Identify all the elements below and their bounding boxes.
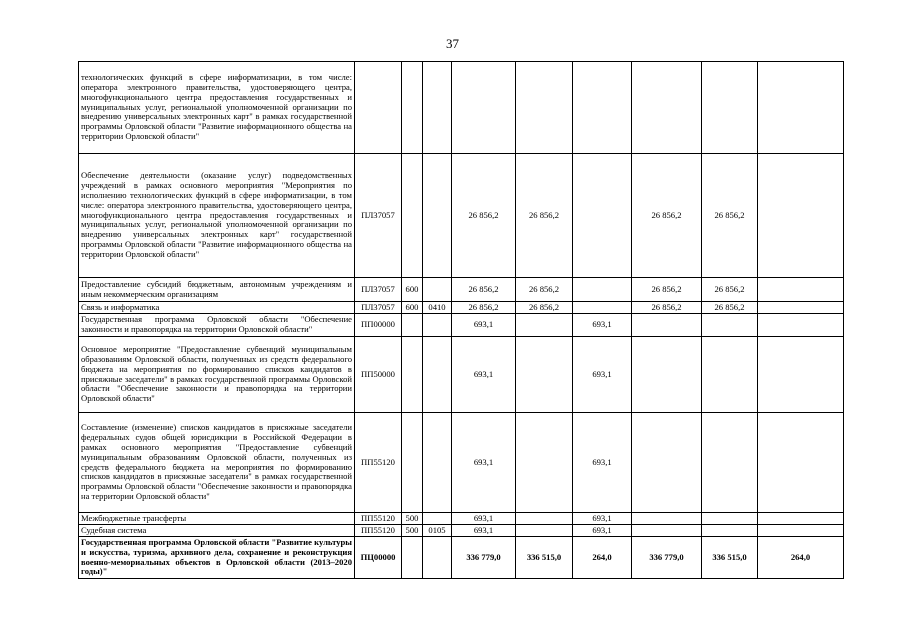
section-code — [423, 62, 452, 154]
value-cell: 26 856,2 — [452, 154, 516, 278]
program-code: ПП50000 — [355, 337, 402, 413]
value-cell — [758, 302, 844, 314]
expense-type: 500 — [402, 525, 423, 537]
program-code: ПЛ37057 — [355, 278, 402, 302]
value-cell: 693,1 — [452, 337, 516, 413]
value-cell — [632, 62, 702, 154]
value-cell — [516, 525, 573, 537]
value-cell: 336 779,0 — [632, 537, 702, 579]
value-cell — [702, 413, 758, 513]
value-cell — [516, 513, 573, 525]
section-code — [423, 537, 452, 579]
value-cell — [702, 62, 758, 154]
row-name: Основное мероприятие "Предоставление субвенций муниципальным образованиям Орловской области, полученных из средств федерального бюджета на мероприятия по формированию списков кандидатов в присяжные заседатели" в рамках государственной программы Орловской области "Обеспечение законности и правопорядка на территории Орловской области" — [79, 337, 355, 413]
value-cell: 336 515,0 — [516, 537, 573, 579]
value-cell: 693,1 — [573, 413, 632, 513]
row-name: Государственная программа Орловской области "Обеспечение законности и правопорядка на территории Орловской области" — [79, 314, 355, 337]
table-row — [79, 302, 844, 314]
value-cell: 26 856,2 — [702, 278, 758, 302]
value-cell — [632, 513, 702, 525]
value-cell — [516, 413, 573, 513]
value-cell: 26 856,2 — [452, 302, 516, 314]
value-cell — [516, 62, 573, 154]
value-cell — [758, 513, 844, 525]
page-number: 37 — [446, 36, 459, 51]
row-name: Обеспечение деятельности (оказание услуг) подведомственных учреждений в рамках основного мероприятия "Мероприятия по исполнению технологических функций в сфере информатизации, в том числе: оператора электронного правительства, удостоверяющего центра, многофункционального центра предоставления государственных и муниципальных услуг, региональной уполномоченной организации по внедрению универсальных электронных карт" государственной программы Орловской области "Развитие информационного общества на территории Орловской области" — [79, 154, 355, 278]
value-cell — [758, 525, 844, 537]
expense-type: 600 — [402, 278, 423, 302]
value-cell — [516, 314, 573, 337]
program-code: ПП55120 — [355, 413, 402, 513]
program-code: ПЛ37057 — [355, 302, 402, 314]
value-cell: 26 856,2 — [632, 278, 702, 302]
value-cell — [758, 413, 844, 513]
value-cell — [702, 337, 758, 413]
expense-type: 600 — [402, 302, 423, 314]
table-row — [79, 314, 844, 337]
value-cell: 264,0 — [758, 537, 844, 579]
value-cell — [573, 154, 632, 278]
value-cell — [516, 337, 573, 413]
value-cell — [573, 62, 632, 154]
expense-type — [402, 314, 423, 337]
value-cell: 264,0 — [573, 537, 632, 579]
section-code — [423, 154, 452, 278]
row-name: Судебная система — [79, 525, 355, 537]
value-cell — [632, 525, 702, 537]
value-cell: 693,1 — [573, 314, 632, 337]
value-cell — [702, 513, 758, 525]
row-name: Межбюджетные трансферты — [79, 513, 355, 525]
value-cell: 693,1 — [452, 513, 516, 525]
value-cell: 26 856,2 — [702, 154, 758, 278]
value-cell — [632, 337, 702, 413]
section-code — [423, 513, 452, 525]
table-row — [79, 62, 844, 154]
value-cell — [758, 314, 844, 337]
row-name: Предоставление субсидий бюджетным, автономным учреждениям и иным некоммерческим организациям — [79, 278, 355, 302]
program-code: ПП55120 — [355, 525, 402, 537]
expense-type — [402, 537, 423, 579]
value-cell: 336 515,0 — [702, 537, 758, 579]
section-code: 0105 — [423, 525, 452, 537]
row-name: Составление (изменение) списков кандидатов в присяжные заседатели федеральных судов общей юрисдикции в Российской Федерации в рамках основного мероприятия "Предоставление субвенций муниципальным образованиям Орловской области, полученных из средств федерального бюджета на мероприятия по формированию списков кандидатов в присяжные заседатели" в рамках государственной программы Орловской области "Обеспечение законности и правопорядка на территории Орловской области" — [79, 413, 355, 513]
table-row — [79, 513, 844, 525]
table-row — [79, 413, 844, 513]
value-cell: 693,1 — [573, 525, 632, 537]
value-cell — [452, 62, 516, 154]
value-cell: 26 856,2 — [452, 278, 516, 302]
value-cell — [758, 278, 844, 302]
table-row — [79, 537, 844, 579]
program-code: ПП00000 — [355, 314, 402, 337]
value-cell — [758, 154, 844, 278]
table-row — [79, 525, 844, 537]
value-cell — [758, 337, 844, 413]
section-code — [423, 413, 452, 513]
value-cell — [758, 62, 844, 154]
program-code: ПЦ00000 — [355, 537, 402, 579]
value-cell — [632, 413, 702, 513]
value-cell — [573, 302, 632, 314]
value-cell: 693,1 — [573, 513, 632, 525]
value-cell: 693,1 — [573, 337, 632, 413]
value-cell: 693,1 — [452, 413, 516, 513]
table-row — [79, 154, 844, 278]
table-row — [79, 337, 844, 413]
program-code: ПЛ37057 — [355, 154, 402, 278]
expense-type — [402, 62, 423, 154]
row-name: Связь и информатика — [79, 302, 355, 314]
program-code — [355, 62, 402, 154]
section-code — [423, 314, 452, 337]
section-code: 0410 — [423, 302, 452, 314]
value-cell: 336 779,0 — [452, 537, 516, 579]
value-cell — [702, 525, 758, 537]
value-cell: 26 856,2 — [516, 278, 573, 302]
value-cell: 26 856,2 — [702, 302, 758, 314]
table-row — [79, 278, 844, 302]
expense-type: 500 — [402, 513, 423, 525]
value-cell — [573, 278, 632, 302]
value-cell — [702, 314, 758, 337]
value-cell: 26 856,2 — [516, 302, 573, 314]
value-cell: 26 856,2 — [516, 154, 573, 278]
row-name: Государственная программа Орловской области "Развитие культуры и искусства, туризма, архивного дела, сохранение и реконструкция военно-мемориальных объектов в Орловской области (2013–2020 годы)" — [79, 537, 355, 579]
row-name: технологических функций в сфере информатизации, в том числе: оператора электронного правительства, удостоверяющего центра, многофункционального центра предоставления государственных и муниципальных услуг, региональной уполномоченной организации по внедрению универсальных электронных карт" в рамках государственной программы Орловской области "Развитие информационного общества на территории Орловской области" — [79, 62, 355, 154]
section-code — [423, 337, 452, 413]
value-cell: 693,1 — [452, 314, 516, 337]
expense-type — [402, 337, 423, 413]
budget-table — [78, 61, 844, 579]
section-code — [423, 278, 452, 302]
value-cell: 26 856,2 — [632, 302, 702, 314]
expense-type — [402, 413, 423, 513]
program-code: ПП55120 — [355, 513, 402, 525]
value-cell — [632, 314, 702, 337]
value-cell: 693,1 — [452, 525, 516, 537]
expense-type — [402, 154, 423, 278]
value-cell: 26 856,2 — [632, 154, 702, 278]
